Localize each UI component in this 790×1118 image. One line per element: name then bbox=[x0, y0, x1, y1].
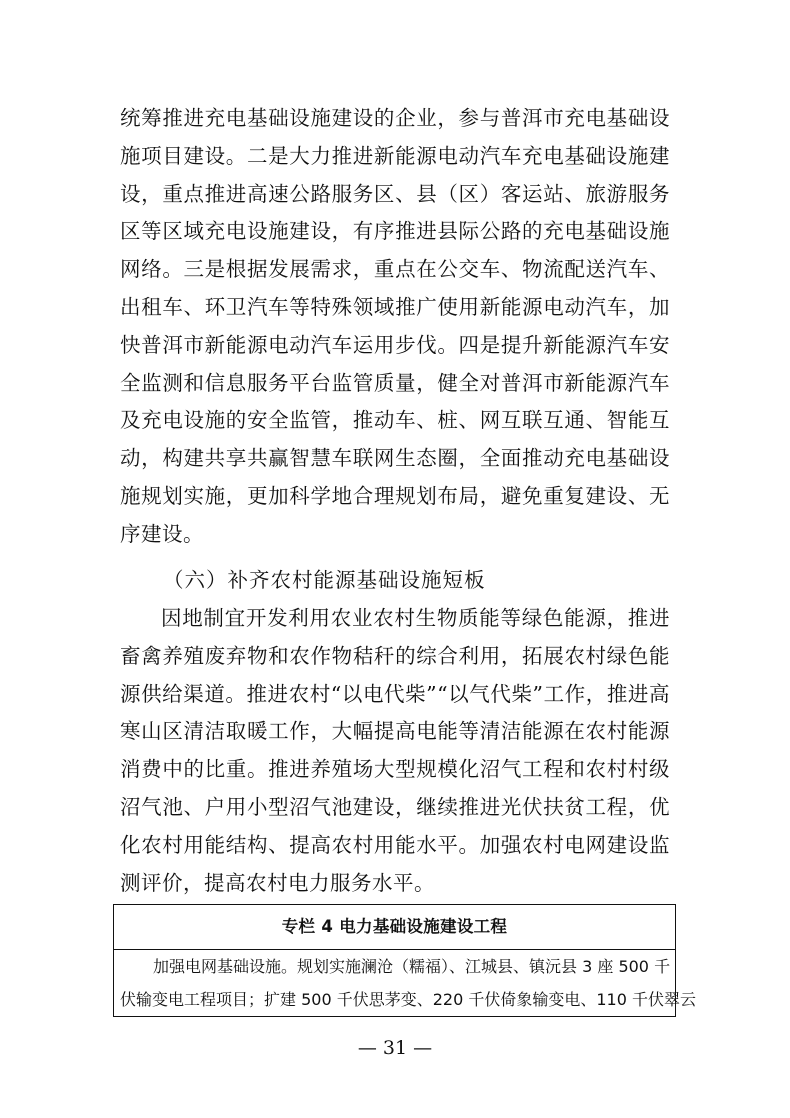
paragraph-line: 区等区域充电设施建设，有序推进县际公路的充电基础设施 bbox=[120, 219, 670, 244]
paragraph-line: 全监测和信息服务平台监管质量，健全对普洱市新能源汽车 bbox=[120, 370, 670, 395]
paragraph-line: 序建设。 bbox=[120, 521, 204, 546]
paragraph-line: 网络。三是根据发展需求，重点在公交车、物流配送汽车、 bbox=[120, 257, 670, 282]
paragraph-line: 施规划实施，更加科学地合理规划布局，避免重复建设、无 bbox=[120, 483, 670, 508]
paragraph-line: 及充电设施的安全监管，推动车、桩、网互联互通、智能互 bbox=[120, 408, 670, 433]
paragraph-line: 消费中的比重。推进养殖场大型规模化沼气工程和农村村级 bbox=[120, 757, 670, 782]
paragraph-line: 动，构建共享共赢智慧车联网生态圈，全面推动充电基础设 bbox=[120, 446, 670, 471]
box-line: 加强电网基础设施。规划实施澜沧（糯福）、江城县、镇沅县 3 座 500 千 bbox=[153, 957, 671, 976]
paragraph-line: 测评价，提高农村电力服务水平。 bbox=[120, 870, 435, 895]
paragraph-line: 化农村用能结构、提高农村用能水平。加强农村电网建设监 bbox=[120, 832, 670, 857]
paragraph-line: 因地制宜开发利用农业农村生物质能等绿色能源，推进 bbox=[161, 606, 670, 630]
paragraph-charging-infrastructure bbox=[120, 100, 670, 554]
paragraph-line: 源供给渠道。推进农村“以电代柴”“以气代柴”工作，推进高 bbox=[120, 681, 670, 706]
box-title: 专栏 4 电力基础设施建设工程 bbox=[114, 905, 675, 950]
section-heading: （六）补齐农村能源基础设施短板 bbox=[163, 568, 486, 592]
paragraph-line: 设，重点推进高速公路服务区、县（区）客运站、旅游服务 bbox=[120, 181, 670, 206]
paragraph-line: 畜禽养殖废弃物和农作物秸秆的综合利用，拓展农村绿色能 bbox=[120, 643, 670, 668]
paragraph-line: 施项目建设。二是大力推进新能源电动汽车充电基础设施建 bbox=[120, 143, 670, 168]
page-number: — 31 — bbox=[357, 1037, 433, 1059]
paragraph-line: 统筹推进充电基础设施建设的企业，参与普洱市充电基础设 bbox=[120, 106, 670, 130]
paragraph-line: 出租车、环卫汽车等特殊领域推广使用新能源电动汽车，加 bbox=[120, 294, 670, 319]
paragraph-line: 寒山区清洁取暖工作，大幅提高电能等清洁能源在农村能源 bbox=[120, 719, 670, 744]
paragraph-line: 快普洱市新能源电动汽车运用步伐。四是提升新能源汽车安 bbox=[120, 332, 670, 357]
paragraph-rural-energy bbox=[120, 600, 670, 902]
box-body bbox=[114, 950, 696, 1016]
project-box bbox=[113, 904, 696, 1017]
box-line: 伏输变电工程项目；扩建 500 千伏思茅变、220 千伏倚象输变电、110 千伏翠云 bbox=[120, 990, 696, 1009]
paragraph-line: 沼气池、户用小型沼气池建设，继续推进光伏扶贫工程，优 bbox=[120, 794, 670, 819]
